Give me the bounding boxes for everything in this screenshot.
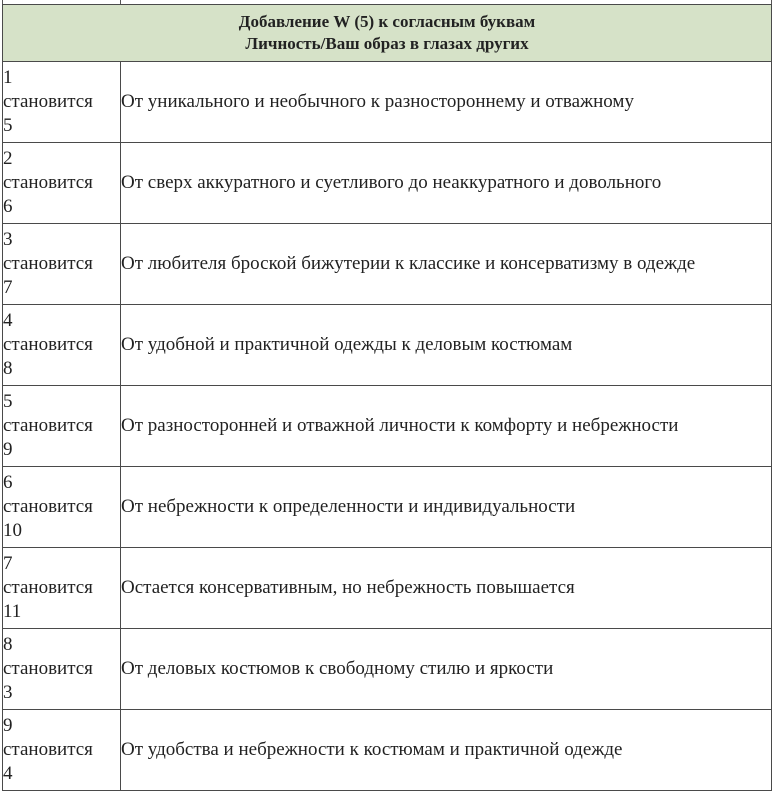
to-number: 3 [3,682,13,703]
table-subtitle: Личность/Ваш образ в глазах других [245,34,529,53]
from-number: 8 [3,634,13,655]
to-number: 7 [3,277,13,298]
becomes-label: становится [3,658,93,679]
table-row [3,386,772,467]
table-row [3,710,772,791]
number-cell [3,386,121,467]
table-header [3,5,772,62]
description-cell: От небрежности к определенности и индивидуальности [121,467,772,548]
number-cell [3,548,121,629]
description-cell: От уникального и необычного к разностороннему и отважному [121,62,772,143]
to-number: 4 [3,763,13,784]
to-number: 6 [3,196,13,217]
from-number: 2 [3,148,13,169]
table-title: Добавление W (5) к согласным буквам [238,12,536,31]
number-cell [3,710,121,791]
table-row [3,62,772,143]
number-cell [3,629,121,710]
becomes-label: становится [3,91,93,112]
from-number: 3 [3,229,13,250]
becomes-label: становится [3,172,93,193]
number-cell [3,467,121,548]
becomes-label: становится [3,739,93,760]
table-row [3,224,772,305]
from-number: 9 [3,715,13,736]
to-number: 5 [3,115,13,136]
from-number: 5 [3,391,13,412]
letter-transition-table [2,4,772,791]
becomes-label: становится [3,496,93,517]
description-cell: От удобства и небрежности к костюмам и практичной одежде [121,710,772,791]
number-cell [3,143,121,224]
description-cell: От сверх аккуратного и суетливого до неаккуратного и довольного [121,143,772,224]
to-number: 9 [3,439,13,460]
description-cell: От удобной и практичной одежды к деловым костюмам [121,305,772,386]
table-row [3,629,772,710]
to-number: 10 [3,520,22,541]
table-row [3,548,772,629]
description-cell: От разносторонней и отважной личности к комфорту и небрежности [121,386,772,467]
becomes-label: становится [3,415,93,436]
number-cell [3,224,121,305]
from-number: 7 [3,553,13,574]
table-row [3,143,772,224]
to-number: 8 [3,358,13,379]
from-number: 1 [3,67,13,88]
from-number: 4 [3,310,13,331]
description-cell: Остается консервативным, но небрежность повышается [121,548,772,629]
becomes-label: становится [3,577,93,598]
description-cell: От деловых костюмов к свободному стилю и яркости [121,629,772,710]
description-cell: От любителя броской бижутерии к классике и консерватизму в одежде [121,224,772,305]
becomes-label: становится [3,334,93,355]
number-cell [3,62,121,143]
number-cell [3,305,121,386]
table-row [3,305,772,386]
table-row [3,467,772,548]
from-number: 6 [3,472,13,493]
becomes-label: становится [3,253,93,274]
to-number: 11 [3,601,22,622]
